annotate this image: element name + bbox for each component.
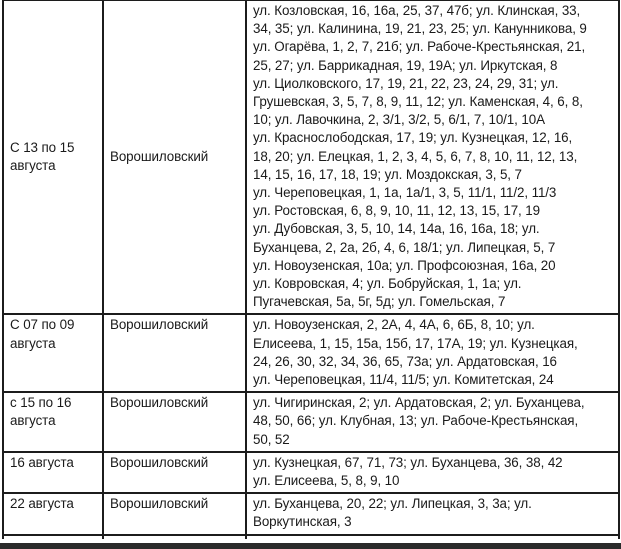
address-line: ул. Ковровская, 4; ул. Бобруйская, 1, 1а; ул. [253,276,522,292]
addresses-cell [246,1,619,315]
empty-cell [3,535,103,539]
district-cell: Ворошиловский [103,452,246,493]
table-row [3,452,619,493]
empty-cell [246,535,619,539]
address-line: ул. Чигиринская, 2; ул. Ардатовская, 2; ул. Буханцева, [253,395,585,411]
address-line: ул. Буханцева, 20, 22; ул. Липецкая, 3, 3а; ул. [253,496,532,512]
table-row [3,314,619,392]
schedule-table-container [2,0,618,539]
outage-schedule-table [2,0,620,539]
district-cell: Ворошиловский [103,493,246,534]
address-line: 24, 26, 30, 32, 34, 36, 65, 73а; ул. Ардатовская, 16 [253,353,557,369]
address-line: Елисеева, 1, 15, 15а, 15б, 17, 17А, 19; ул. Кузнецкая, [253,335,578,351]
address-line: 18, 20; ул. Елецкая, 1, 2, 3, 4, 5, 6, 7, 8, 10, 11, 12, 13, [253,148,578,164]
table-row-partial [3,535,619,539]
address-line: ул. Огарёва, 1, 2, 7, 21б; ул. Рабоче-Крестьянская, 21, [253,39,586,55]
bottom-edge-bar [0,543,621,549]
table-row [3,1,619,315]
date-cell: с 15 по 16 августа [3,392,103,452]
addresses-cell [246,314,619,392]
table-row [3,493,619,534]
table-body [3,1,619,539]
address-line: ул. Череповецкая, 1, 1а, 1а/1, 3, 5, 11/1, 11/2, 11/3 [253,185,557,201]
addresses-cell [246,392,619,452]
address-line: 50, 52 [253,431,290,447]
address-line: ул. Циолковского, 17, 19, 21, 22, 23, 24, 29, 31; ул. [253,75,559,91]
district-cell: Ворошиловский [103,392,246,452]
addresses-cell [246,452,619,493]
date-cell: 22 августа [3,493,103,534]
address-line: ул. Новоузенская, 2, 2А, 4, 4А, 6, 6Б, 8, 10; ул. [253,317,535,333]
address-line: 14, 15, 16, 17, 18, 19; ул. Моздокская, 3, 5, 7 [253,166,522,182]
address-line: ул. Кузнецкая, 67, 71, 73; ул. Буханцева, 36, 38, 42 [253,454,563,470]
address-line: ул. Краснослободская, 17, 19; ул. Кузнецкая, 12, 16, [253,130,573,146]
empty-cell [103,535,246,539]
address-line: Буханцева, 2, 2а, 2б, 4, 6, 18/1; ул. Липецкая, 5, 7 [253,239,556,255]
address-line: ул. Новоузенская, 10а; ул. Профсоюзная, 16а, 20 [253,257,556,273]
table-row [3,392,619,452]
district-cell: Ворошиловский [103,1,246,315]
address-line: ул. Дубовская, 3, 5, 10, 14, 14а, 16, 16а, 18; ул. [253,221,540,237]
address-line: Пугачевская, 5а, 5г, 5д; ул. Гомельская, 7 [253,294,506,310]
address-line: Воркутинская, 3 [253,514,352,530]
date-cell: 16 августа [3,452,103,493]
date-cell: С 07 по 09 августа [3,314,103,392]
addresses-cell [246,493,619,534]
address-line: 48, 50, 66; ул. Клубная, 13; ул. Рабоче-Крестьянская, [253,413,579,429]
address-line: ул. Ростовская, 6, 8, 9, 10, 11, 12, 13, 15, 17, 19 [253,203,540,219]
address-line: ул. Череповецкая, 11/4, 11/5; ул. Комитетская, 24 [253,372,554,388]
district-cell: Ворошиловский [103,314,246,392]
address-line: 25, 27; ул. Баррикадная, 19, 19А; ул. Иркутская, 8 [253,57,558,73]
address-line: 10; ул. Лавочкина, 2, 3/1, 3/2, 5, 6/1, 7, 10/1, 10А [253,112,545,128]
address-line: Грушевская, 3, 5, 7, 8, 9, 11, 12; ул. Каменская, 4, 6, 8, [253,94,583,110]
address-line: 34, 35; ул. Калинина, 19, 21, 23, 25; ул. Канунникова, 9 [253,21,587,37]
address-line: ул. Козловская, 16, 16а, 25, 37, 47б; ул. Клинская, 33, [253,3,581,18]
address-line: ул. Елисеева, 5, 8, 9, 10 [253,473,400,489]
date-cell: С 13 по 15 августа [3,1,103,315]
